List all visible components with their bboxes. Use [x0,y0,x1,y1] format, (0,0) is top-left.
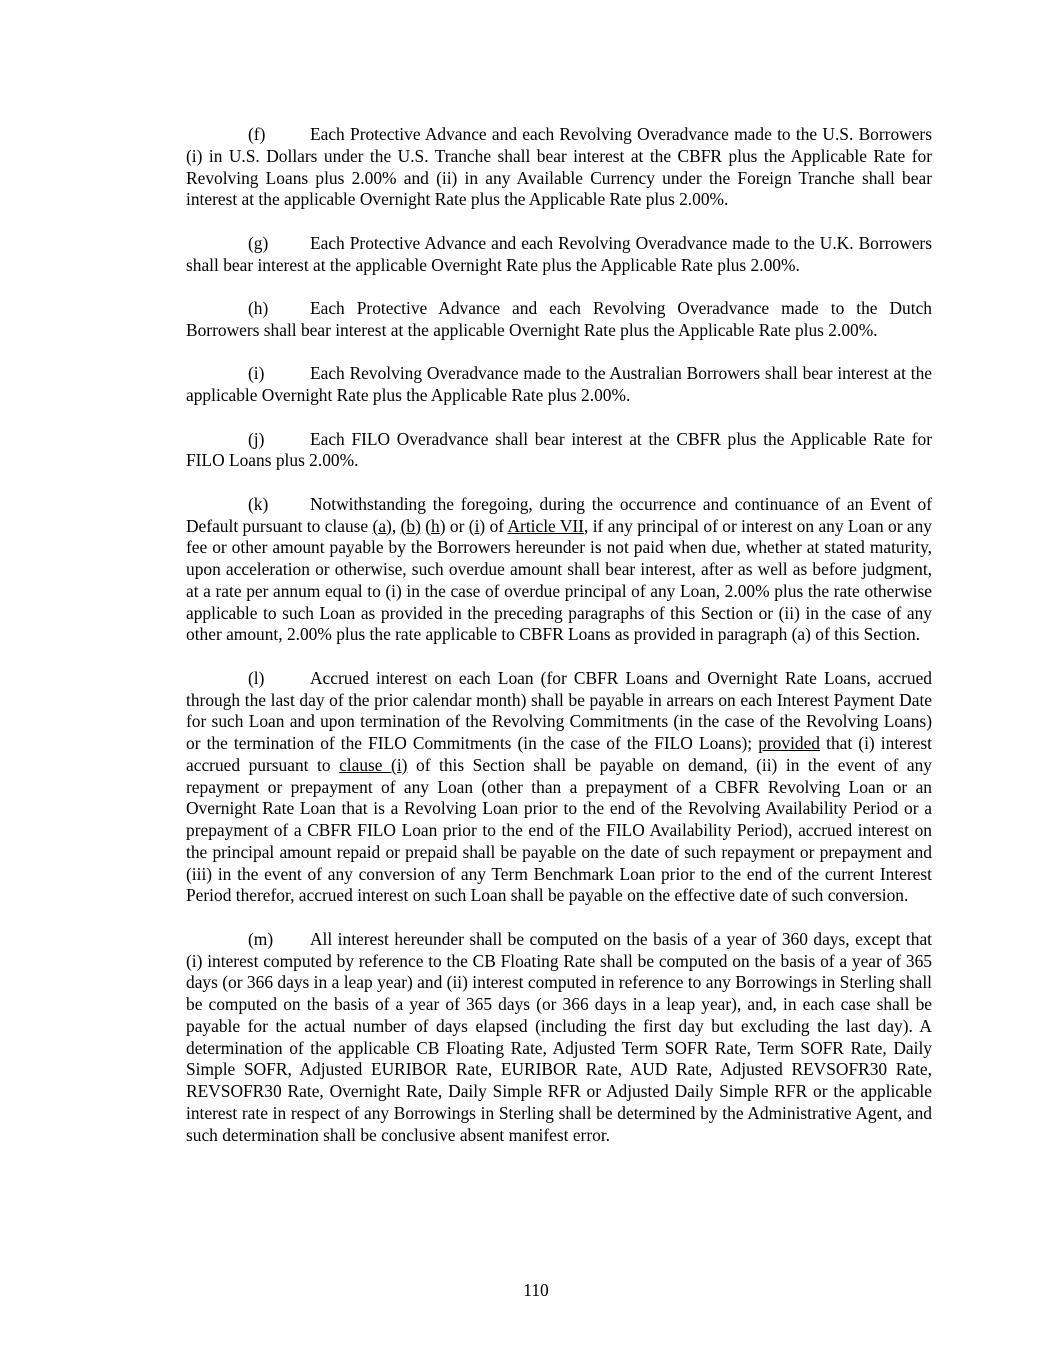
clause-a-reference: (a) [372,515,392,536]
paragraph-label: (j) [248,428,265,449]
paragraph-text: of this Section shall be payable on demand, (ii) in the event of any repayment or prepayment of any Loan (other than a prepayment of a CBFR Revolving Loan or an Overnight Rate Loan that is a Revolving Loan prior to the end of the Revolving Availability Period or a prepayment of a CBFR FILO Loan prior to the end of the FILO Availability Period), accrued interest on the principal amount repaid or prepaid shall be payable on the date of such repayment or prepayment and (iii) in the event of any conversion of any Term Benchmark Loan prior to the end of the current Interest Period therefor, accrued interest on such Loan shall be payable on the effective date of such conversion. [186,754,933,906]
paragraph-text: that (i) interest accrued pursuant to [186,733,932,775]
paragraph-text: Accrued interest on each Loan (for CBFR Loans and Overnight Rate Loans, accrued through the last day of the prior calendar month) shall be payable in arrears on each Interest Payment Date for such Loan and upon termination of the Revolving Commitments (in the case of the Revolving Loans) or the termination of the FILO Commitments (in the case of the FILO Loans); [186,667,932,753]
paragraph-text: Each Revolving Overadvance made to the Australian Borrowers shall bear interest at the applicable Overnight Rate plus the Applicable Rate plus 2.00%. [186,363,932,405]
paragraph-text: Notwithstanding the foregoing, during the occurrence and continuance of an Event of Default pursuant to clause [186,493,932,536]
paragraph-f [186,124,932,211]
article-vii-reference: Article VII [507,515,584,536]
paragraph-m [186,929,932,1147]
paragraph-g [186,233,932,277]
paragraph-text: All interest hereunder shall be computed on the basis of a year of 360 days, except that (i) interest computed by reference to the CB Floating Rate shall be computed on the basis of a year of 365 days (or 366 days in a leap year) and (ii) interest computed in reference to any Borrowings in Sterling shall be computed on the basis of a year of 365 days (or 366 days in a leap year), and, in each case shall be payable for the actual number of days elapsed (including the first day but excluding the last day). A determination of the applicable CB Floating Rate, Adjusted Term SOFR Rate, Term SOFR Rate, Daily Simple SOFR, Adjusted EURIBOR Rate, EURIBOR Rate, AUD Rate, Adjusted REVSOFR30 Rate, REVSOFR30 Rate, Overnight Rate, Daily Simple RFR or Adjusted Daily Simple RFR or the applicable interest rate in respect of any Borrowings in Sterling shall be determined by the Administrative Agent, and such determination shall be conclusive absent manifest error. [186,928,932,1145]
paragraph-h [186,298,932,342]
paragraph-text: Each FILO Overadvance shall bear interest at the CBFR plus the Applicable Rate for FILO Loans plus 2.00%. [186,428,932,471]
paragraph-text: Each Protective Advance and each Revolving Overadvance made to the U.K. Borrowers shall bear interest at the applicable Overnight Rate plus the Applicable Rate plus 2.00%. [186,232,932,275]
document-body [186,124,932,1168]
paragraph-label: (m) [248,928,274,949]
clause-i-reference: clause (i) [339,754,408,775]
paragraph-text: , [391,515,401,536]
provided-term: provided [758,733,821,753]
clause-h-reference: (h) [425,515,446,536]
paragraph-label: (g) [248,232,269,253]
paragraph-text: Each Protective Advance and each Revolving Overadvance made to the U.S. Borrowers (i) in U.S. Dollars under the U.S. Tranche shall bear interest at the CBFR plus the Applicable Rate for Revolving Loans plus 2.00% and (ii) in any Available Currency under the Foreign Tranche shall bear interest at the applicable Overnight Rate plus the Applicable Rate plus 2.00%. [186,124,932,210]
paragraph-text: Each Protective Advance and each Revolving Overadvance made to the Dutch Borrowers shall bear interest at the applicable Overnight Rate plus the Applicable Rate plus 2.00%. [186,298,932,340]
paragraph-label: (k) [248,493,269,514]
page-number: 110 [523,1280,549,1300]
paragraph-i [186,363,932,407]
paragraph-j [186,429,932,473]
paragraph-label: (f) [248,124,266,144]
paragraph-text: or [445,515,469,536]
paragraph-label: (l) [248,667,265,688]
clause-b-reference: (b) [400,515,421,536]
paragraph-text: of [485,515,508,536]
paragraph-k [186,494,932,646]
paragraph-text: , if any principal of or interest on any Loan or any fee or other amount payable by the Borrowers hereunder is not paid when due, whether at stated maturity, upon acceleration or otherwise, such overdue amount shall bear interest, after as well as before judgment, at a rate per annum equal to (i) in the case of overdue principal of any Loan, 2.00% plus the rate otherwise applicable to such Loan as provided in the preceding paragraphs of this Section or (ii) in the case of any other amount, 2.00% plus the rate applicable to CBFR Loans as provided in paragraph (a) of this Section. [186,515,933,645]
paragraph-l [186,668,932,907]
clause-i-reference: (i) [468,515,486,536]
paragraph-label: (h) [248,298,269,318]
paragraph-label: (i) [248,363,265,384]
